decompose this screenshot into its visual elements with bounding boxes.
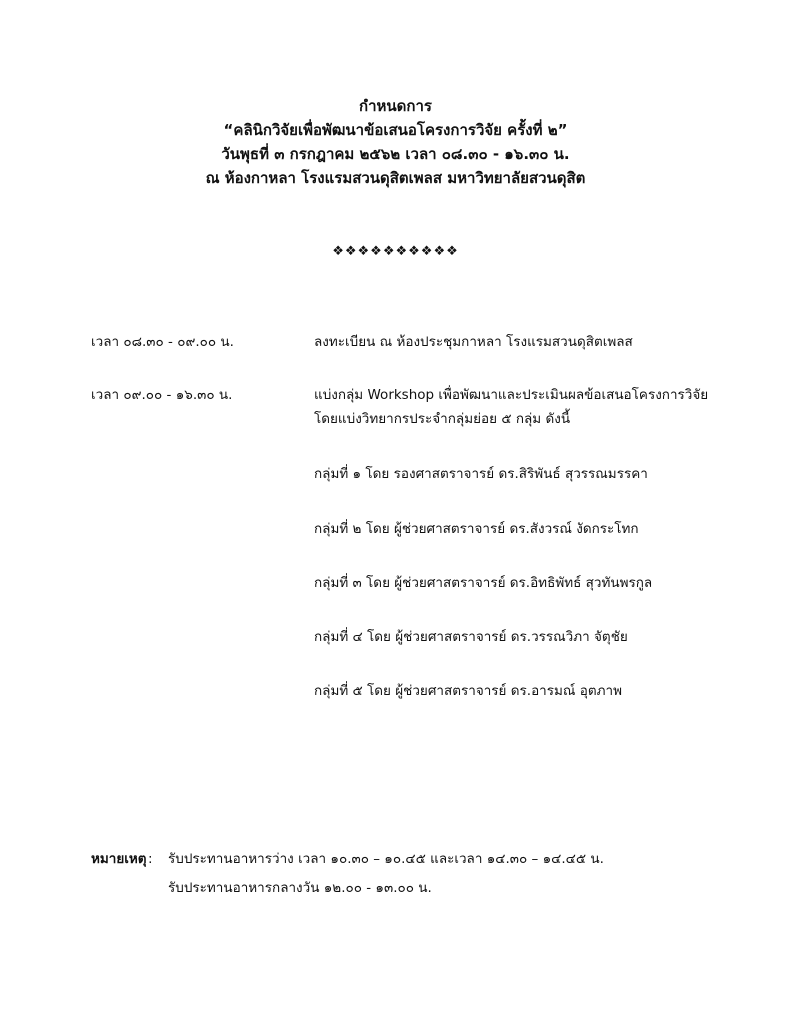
remarks-lunch-text: รับประทานอาหารกลางวัน ๑๒.๐๐ - ๑๓.๐๐ น. — [168, 880, 432, 896]
remarks-colon: : — [148, 851, 153, 867]
remarks — [91, 845, 604, 903]
schedule-time: เวลา ๐๙.๐๐ - ๑๖.๓๐ น. — [91, 387, 233, 403]
group-item-5: กลุ่มที่ ๕ โดย ผู้ช่วยศาสตราจารย์ ดร.อารมณ์ อุตภาพ — [314, 683, 622, 699]
schedule-detail-line: แบ่งกลุ่ม Workshop เพื่อพัฒนาและประเมินผลข้อเสนอโครงการวิจัย — [314, 387, 709, 403]
remarks-line-1 — [91, 845, 604, 874]
remarks-label: หมายเหตุ — [91, 851, 147, 867]
remarks-snack-text: รับประทานอาหารว่าง เวลา ๑๐.๓๐ – ๑๐.๔๕ และเวลา ๑๔.๓๐ – ๑๔.๔๕ น. — [168, 851, 604, 867]
event-date-time: วันพุธที่ ๓ กรกฎาคม ๒๕๖๒ เวลา ๐๘.๓๐ - ๑๖.๓๐ น. — [221, 145, 570, 163]
diamond-divider: ❖❖❖❖❖❖❖❖❖❖ — [332, 244, 459, 259]
event-name: “คลินิกวิจัยเพื่อพัฒนาข้อเสนอโครงการวิจัย ครั้งที่ ๒” — [223, 121, 568, 139]
schedule-detail-line: โดยแบ่งวิทยากรประจำกลุ่มย่อย ๕ กลุ่ม ดังนี้ — [314, 411, 571, 427]
schedule-detail — [314, 330, 734, 354]
schedule-detail-line: ลงทะเบียน ณ ห้องประชุมกาหลา โรงแรมสวนดุสิตเพลส — [314, 334, 633, 350]
group-item-3: กลุ่มที่ ๓ โดย ผู้ช่วยศาสตราจารย์ ดร.อิทธิพัทธ์ สุวทันพรกูล — [314, 575, 653, 591]
schedule-title: กำหนดการ — [359, 97, 432, 115]
event-venue: ณ ห้องกาหลา โรงแรมสวนดุสิตเพลส มหาวิทยาลัยสวนดุสิต — [205, 169, 586, 187]
group-item-2: กลุ่มที่ ๒ โดย ผู้ช่วยศาสตราจารย์ ดร.สังวรณ์ งัดกระโทก — [314, 521, 639, 537]
group-item-1: กลุ่มที่ ๑ โดย รองศาสตราจารย์ ดร.สิริพันธ์ สุวรรณมรรคา — [314, 466, 648, 482]
schedule-detail — [314, 383, 734, 431]
document-header — [0, 94, 791, 190]
group-item-4: กลุ่มที่ ๔ โดย ผู้ช่วยศาสตราจารย์ ดร.วรรณวิภา จัตุชัย — [314, 629, 628, 645]
schedule-time: เวลา ๐๘.๓๐ - ๐๙.๐๐ น. — [91, 334, 234, 350]
